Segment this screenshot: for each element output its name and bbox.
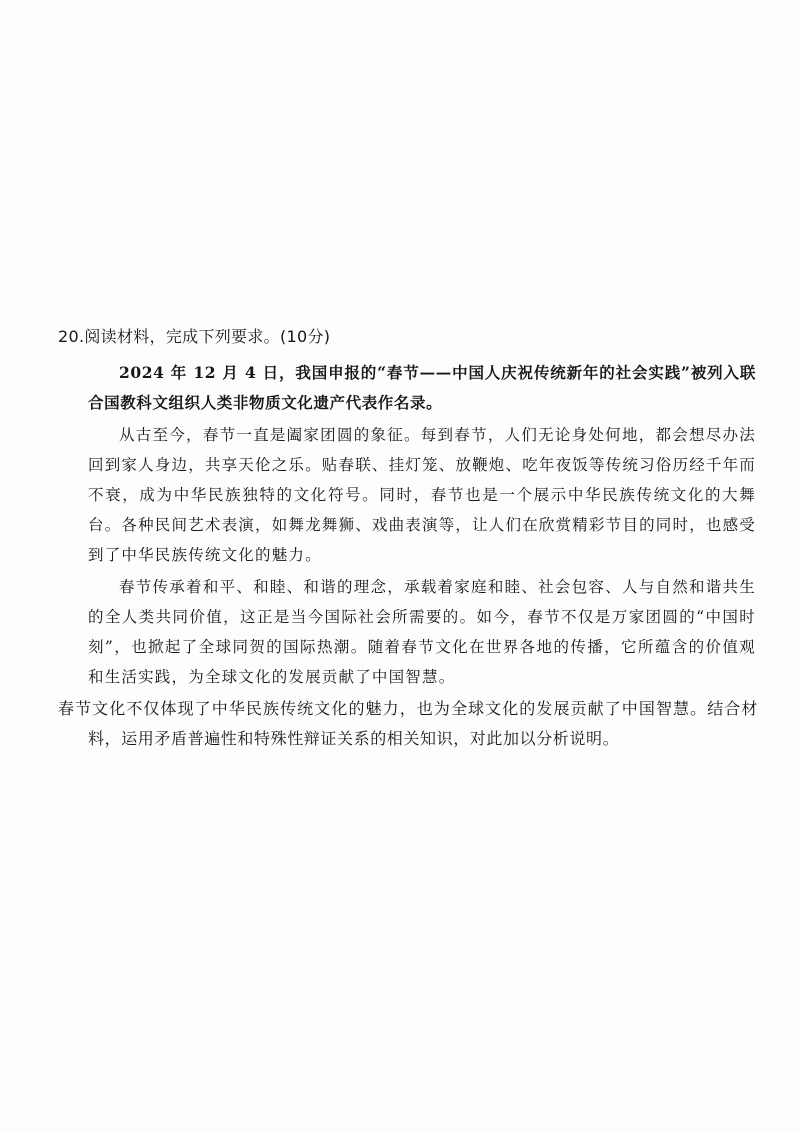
question-requirement: 春节文化不仅体现了中华民族传统文化的魅力，也为全球文化的发展贡献了中国智慧。结合材料，运用矛盾普遍性和特殊性辩证关系的相关知识，对此加以分析说明。 [58,699,758,748]
material-paragraph-1: 2024 年 12 月 4 日，我国申报的“春节——中国人庆祝传统新年的社会实践”被列入联合国教科文组织人类非物质文化遗产代表作名录。 [88,363,756,412]
material-paragraph-3: 春节传承着和平、和睦、和谐的理念，承载着家庭和睦、社会包容、人与自然和谐共生的全人类共同价值，这正是当今国际社会所需要的。如今，春节不仅是万家团圆的“中国时刻”，也掀起了全球同贺的国际热潮。随着春节文化在世界各地的传播，它所蕴含的价值观和生活实践，为全球文化的发展贡献了中国智慧。 [88,578,756,686]
question-title: 20.阅读材料，完成下列要求。(10分) [58,327,331,346]
material-paragraph-2: 从古至今，春节一直是阖家团圆的象征。每到春节，人们无论身处何地，都会想尽办法回到家人身边，共享天伦之乐。贴春联、挂灯笼、放鞭炮、吃年夜饭等传统习俗历经千年而不衰，成为中华民族独特的文化符号。同时，春节也是一个展示中华民族传统文化的大舞台。各种民间艺术表演，如舞龙舞狮、戏曲表演等，让人们在欣赏精彩节目的同时，也感受到了中华民族传统文化的魅力。 [88,426,757,564]
reading-material [88,358,756,692]
question-20 [58,326,758,754]
